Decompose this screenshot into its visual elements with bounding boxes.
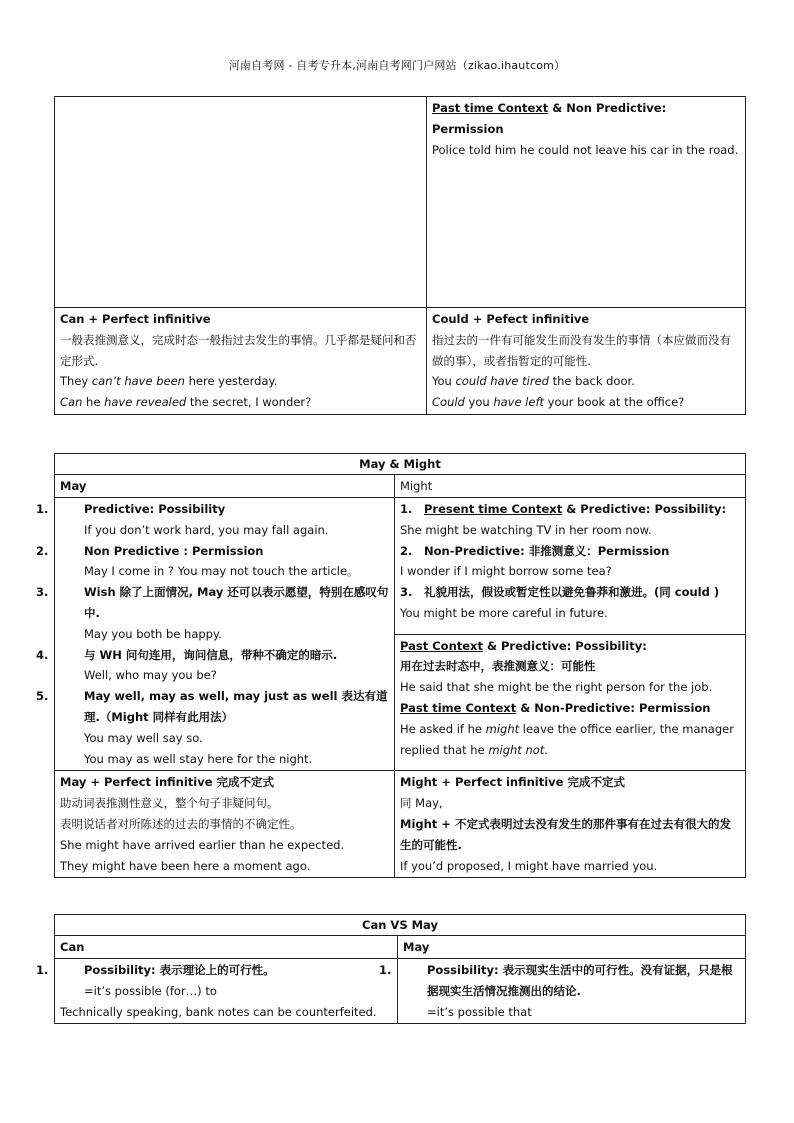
- can-possibility-formula: =it’s possible (for…) to: [84, 983, 217, 998]
- can-perfect-cell: [55, 308, 427, 415]
- could-perfect-desc: 指过去的一件有可能发生而没有发生的事情（本应做而没有做的事），或者指暂定的可能性.: [432, 332, 731, 368]
- might-item-2: 2. Non-Predictive: 非推测意义：Permission: [400, 543, 670, 558]
- can-perfect-desc: 一般表推测意义，完成时态一般指过去发生的事情。几乎都是疑问和否定形式.: [60, 332, 417, 368]
- column-header-may: May: [398, 936, 746, 959]
- might-perfect-same: 同 May,: [400, 796, 443, 811]
- may-perfect-example-1: She might have arrived earlier than he expected.: [60, 837, 345, 852]
- could-perfect-cell: [427, 308, 746, 415]
- can-perfect-example-1: They can’t have been here yesterday.: [60, 374, 278, 389]
- might-perfect-cell: [395, 771, 746, 878]
- page-header: 河南自考网 - 自考专升本,河南自考网门户网站（zikao.ihautcom）: [228, 59, 566, 72]
- may-item-2-example: May I come in ? You may not touch the article。: [84, 564, 359, 579]
- could-perfect-example-1: You could have tired the back door.: [432, 374, 635, 389]
- may-item-3: 3. Wish 除了上面情况, May 还可以表示愿望，特别在感叹句中.: [36, 585, 389, 620]
- column-header-can: Can: [55, 936, 398, 959]
- may-item-5: 5. May well, may as well, may just as well 表达有道理.（Might 同样有此用法）: [36, 689, 388, 724]
- could-perfect-title: Could + Pefect infinitive: [432, 312, 590, 326]
- might-perfect-desc: Might + 不定式表明过去没有发生的那件事有在过去有很大的发生的可能性.: [400, 816, 731, 852]
- can-possibility-example: Technically speaking, bank notes can be counterfeited.: [60, 1004, 377, 1019]
- may-possibility-cell: [379, 959, 746, 1024]
- might-perfect-example: If you’d proposed, I might have married you.: [400, 858, 658, 873]
- may-item-1-example: If you don’t work hard, you may fall again.: [84, 522, 329, 537]
- column-header-may: May: [55, 475, 395, 498]
- may-possibility-head: 1. Possibility: 表示现实生活中的可行性。没有证据，只是根据现实生活情况推测出的结论.: [379, 963, 733, 998]
- might-past-desc: 用在过去时态中，表推测意义：可能性: [400, 659, 596, 674]
- can-possibility-cell: [36, 959, 398, 1024]
- column-header-might: Might: [395, 475, 746, 498]
- might-permission-example: He asked if he might leave the office earlier, the manager replied that he might not.: [400, 721, 734, 757]
- might-item-1-example: She might be watching TV in her room now.: [400, 522, 652, 537]
- may-item-2: 2. Non Predictive : Permission: [36, 543, 264, 558]
- might-past-cell: [395, 634, 746, 771]
- might-item-3: 3. 礼貌用法，假设或暂定性以避免鲁莽和激进。(同 could ): [400, 585, 720, 600]
- might-item-3-example: You might be more careful in future.: [400, 605, 608, 620]
- might-item-1: 1. Present time Context & Predictive: Possibility:: [400, 502, 727, 516]
- can-vs-may-table: [36, 914, 746, 1024]
- past-context-label: Past time Context: [432, 101, 549, 115]
- may-perfect-example-2: They might have been here a moment ago.: [60, 858, 311, 873]
- can-possibility-head: 1. Possibility: 表示理论上的可行性。: [36, 963, 275, 977]
- empty-cell: [55, 97, 427, 308]
- could-perfect-example-2: Could you have left your book at the office?: [432, 395, 685, 410]
- might-uses-cell: [395, 498, 746, 635]
- may-item-4-example: Well, who may you be?: [84, 668, 217, 683]
- table-title: Can VS May: [55, 915, 746, 936]
- past-permission-cell: Past time Context & Non Predictive: Permission Police told him he could not leave his car in the road.: [427, 97, 746, 308]
- may-perfect-title: May + Perfect infinitive 完成不定式: [60, 775, 275, 790]
- table-title: May & Might: [55, 454, 746, 475]
- can-could-table: [54, 96, 746, 415]
- might-perfect-title: Might + Perfect infinitive 完成不定式: [400, 775, 625, 790]
- may-perfect-cell: [55, 771, 395, 878]
- may-item-1: 1. Predictive: Possibility: [36, 502, 226, 516]
- may-might-table: [36, 453, 746, 878]
- may-item-5-example: You may well say so.: [84, 730, 203, 745]
- may-possibility-formula: =it’s possible that: [427, 1004, 532, 1019]
- might-past-title: Past Context & Predictive: Possibility:: [400, 638, 647, 653]
- may-uses-cell: [36, 498, 395, 771]
- may-item-4: 4. 与 WH 问句连用，询问信息，带种不确定的暗示.: [36, 647, 338, 662]
- may-perfect-desc-2: 表明说话者对所陈述的过去的事情的不确定性。: [60, 816, 302, 831]
- might-item-2-example: I wonder if I might borrow some tea?: [400, 564, 612, 579]
- may-perfect-desc-1: 助动词表推测性意义，整个句子非疑问句。: [60, 796, 279, 811]
- may-item-5-example-2: You may as well stay here for the night.: [84, 751, 313, 766]
- may-item-3-example: May you both be happy.: [84, 626, 222, 641]
- can-perfect-title: Can + Perfect infinitive: [60, 312, 211, 326]
- past-permission-example: Police told him he could not leave his car in the road.: [432, 142, 739, 157]
- might-permission-title: Past time Context & Non-Predictive: Permission: [400, 701, 711, 716]
- might-past-example: He said that she might be the right person for the job.: [400, 680, 713, 695]
- can-perfect-example-2: Can he have revealed the secret, I wonder?: [60, 395, 312, 410]
